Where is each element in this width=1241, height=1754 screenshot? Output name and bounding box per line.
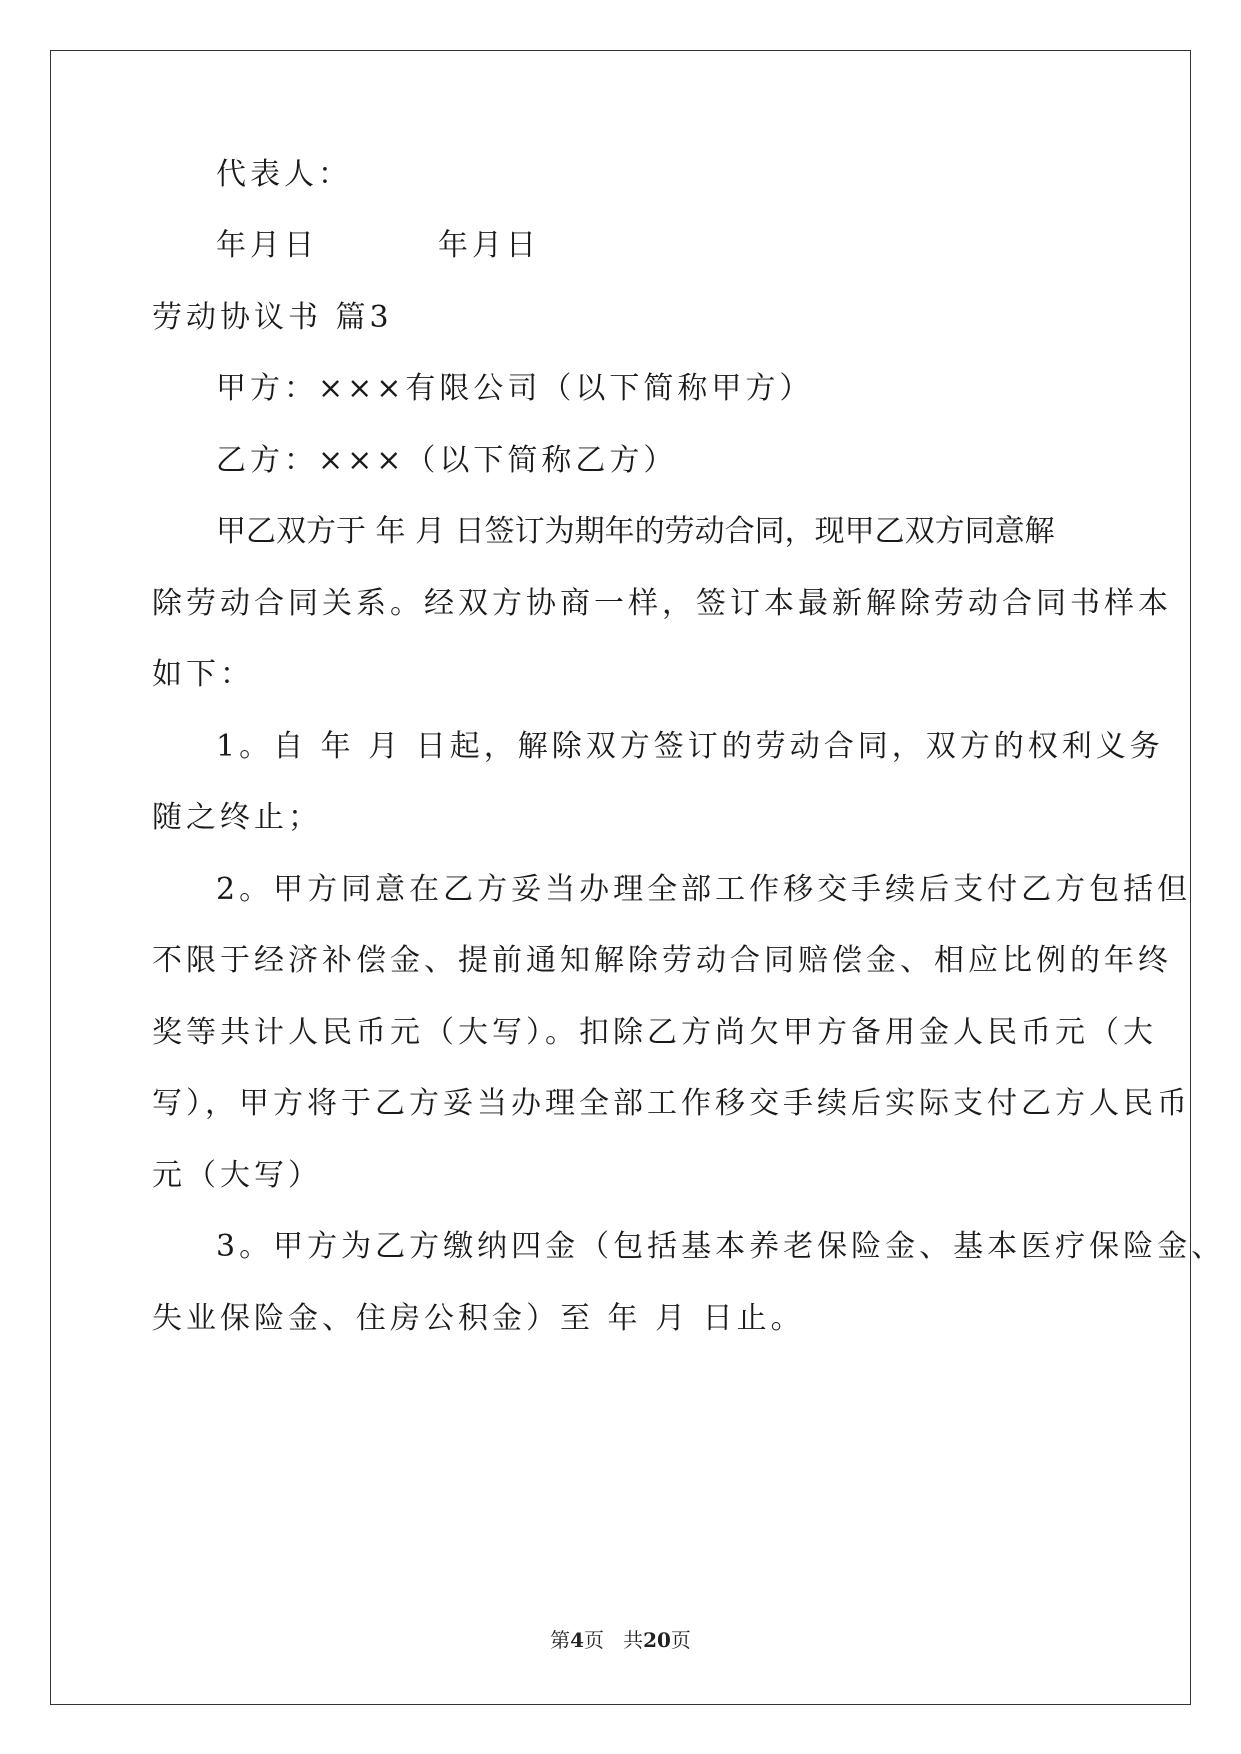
paragraph-line: 如下：	[152, 657, 254, 692]
party-a-line: 甲方：×××有限公司（以下简称甲方）	[216, 371, 814, 406]
clause-2-line: 奖等共计人民币元（大写）。扣除乙方尚欠甲方备用金人民币元（大	[152, 1015, 1157, 1050]
date-line	[216, 226, 540, 266]
footer-total-pages: 20	[643, 1628, 671, 1652]
representative-line	[216, 155, 352, 195]
representative-label: 代表人：	[216, 157, 352, 192]
footer-prefix: 第	[550, 1628, 571, 1652]
clause-1-line: 随之终止；	[152, 800, 322, 835]
page-footer	[0, 1628, 1241, 1652]
clause-3-line: 3。甲方为乙方缴纳四金（包括基本养老保险金、基本医疗保险金、	[216, 1229, 1226, 1264]
date-right: 年月日	[438, 228, 540, 263]
party-b-line: 乙方：×××（以下简称乙方）	[216, 443, 678, 478]
clause-2-line: 元（大写）	[152, 1158, 322, 1193]
clause-1-line: 1。自 年 月 日起，解除双方签订的劳动合同，双方的权利义务	[216, 729, 1164, 764]
footer-total-suffix: 页	[670, 1628, 691, 1652]
footer-total-prefix: 共	[623, 1628, 644, 1652]
clause-3-line: 失业保险金、住房公积金）至 年 月 日止。	[152, 1301, 805, 1336]
paragraph-line: 除劳动合同关系。经双方协商一样，签订本最新解除劳动合同书样本	[152, 586, 1172, 621]
date-left: 年月日	[216, 228, 318, 263]
footer-page-number: 4	[570, 1628, 584, 1652]
section-title: 劳动协议书 篇3	[152, 300, 393, 335]
footer-page-suffix: 页	[584, 1628, 604, 1652]
clause-2-line: 不限于经济补偿金、提前通知解除劳动合同赔偿金、相应比例的年终	[152, 943, 1172, 978]
clause-2-line: 写），甲方将于乙方妥当办理全部工作移交手续后实际支付乙方人民币	[152, 1086, 1191, 1121]
clause-2-line: 2。甲方同意在乙方妥当办理全部工作移交手续后支付乙方包括但	[216, 872, 1192, 907]
paragraph-line: 甲乙双方于 年 月 日签订为期年的劳动合同，现甲乙双方同意解	[216, 514, 1055, 549]
